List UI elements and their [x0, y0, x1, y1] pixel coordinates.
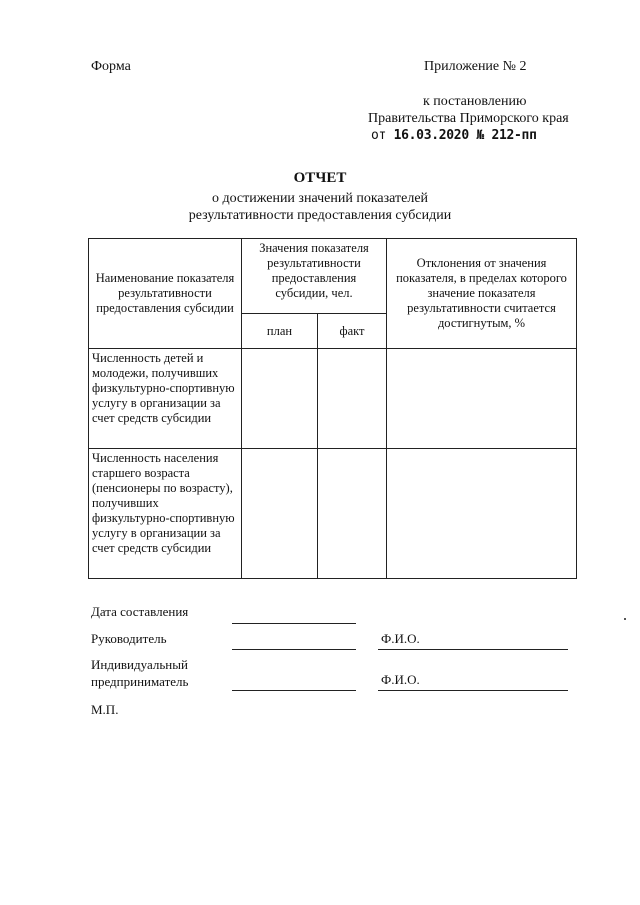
header-deviation: Отклонения от значения показателя, в пределах которого значение показателя результативности считается достигнутым, %	[387, 239, 577, 349]
date-label: Дата составления	[91, 604, 189, 619]
decree-reference	[371, 128, 537, 143]
header-fact: факт	[318, 314, 387, 349]
seal-label: М.П.	[91, 702, 119, 717]
head-fio-label: Ф.И.О.	[381, 631, 420, 646]
plan-cell[interactable]	[242, 349, 318, 449]
table-row	[89, 449, 577, 579]
table-header-row	[89, 239, 577, 314]
report-table	[88, 238, 577, 579]
fact-cell[interactable]	[318, 449, 387, 579]
subtitle-line-1: о достижении значений показателей	[211, 191, 429, 206]
entrepreneur-signature-line[interactable]	[232, 690, 356, 691]
decree-prefix: от	[371, 128, 387, 143]
head-signature-line[interactable]	[232, 649, 356, 650]
header-indicator-values: Значения показателя результативности предоставления субсидии, чел.	[242, 239, 387, 314]
scan-speck	[624, 618, 626, 620]
header-plan: план	[242, 314, 318, 349]
report-subtitle	[0, 190, 640, 224]
appendix-label: Приложение № 2	[424, 59, 527, 74]
head-label: Руководитель	[91, 631, 167, 646]
to-decree-label: к постановлению	[423, 94, 527, 109]
fact-cell[interactable]	[318, 349, 387, 449]
row-indicator-name: Численность населения старшего возраста (пенсионеры по возрасту), получивших физкультурно-спортивную услугу в организации за счет средств субсидии	[89, 449, 242, 579]
deviation-cell[interactable]	[387, 449, 577, 579]
subtitle-line-2: результативности предоставления субсидии	[188, 208, 452, 223]
head-fio-line[interactable]	[378, 649, 568, 650]
form-label: Форма	[91, 59, 131, 74]
government-label: Правительства Приморского края	[368, 111, 569, 126]
entrepreneur-label-line-1: Индивидуальный	[91, 657, 188, 672]
entrepreneur-fio-line[interactable]	[378, 690, 568, 691]
plan-cell[interactable]	[242, 449, 318, 579]
report-title: ОТЧЕТ	[293, 170, 347, 186]
date-line[interactable]	[232, 623, 356, 624]
entrepreneur-label-line-2: предприниматель	[91, 674, 189, 689]
table-row	[89, 349, 577, 449]
deviation-cell[interactable]	[387, 349, 577, 449]
row-indicator-name: Численность детей и молодежи, получивших физкультурно-спортивную услугу в организации за счет средств субсидии	[89, 349, 242, 449]
entrepreneur-fio-label: Ф.И.О.	[381, 672, 420, 687]
decree-stamp: 16.03.2020 № 212-пп	[393, 128, 537, 143]
header-indicator-name: Наименование показателя результативности предоставления субсидии	[89, 239, 242, 349]
